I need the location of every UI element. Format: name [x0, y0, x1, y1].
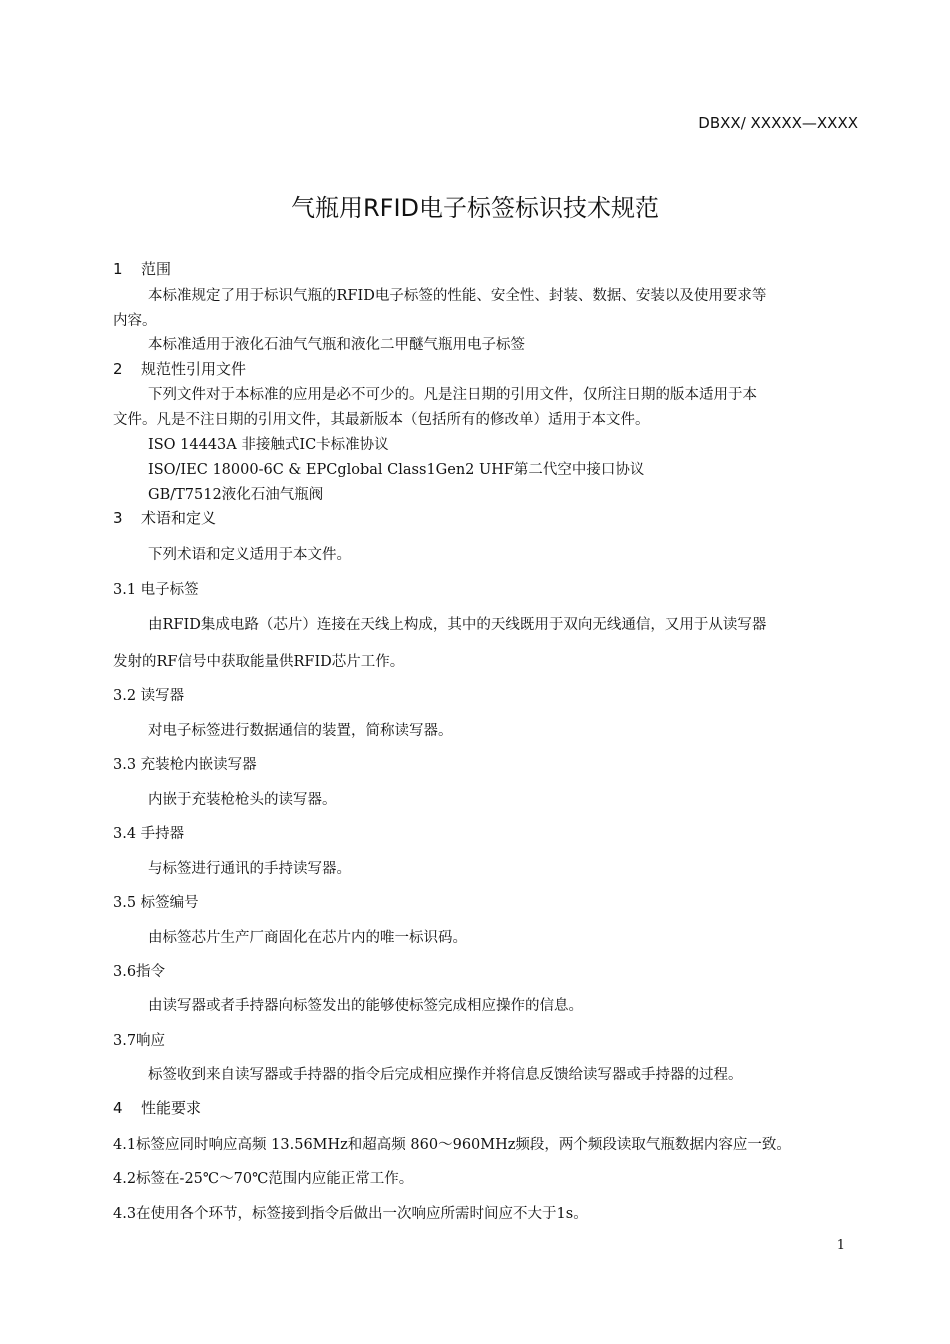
requirement-item: 4.1标签应同时响应高频 13.56MHz和超高频 860～960MHz频段，两个频段读取气瓶数据内容应一致。 [113, 1137, 791, 1153]
section-number: 4 [113, 1099, 123, 1117]
paragraph: 下列术语和定义适用于本文件。 [148, 547, 351, 563]
section-number: 2 [113, 360, 123, 378]
reference-item: ISO/IEC 18000-6C & EPCglobal Class1Gen2 UHF第二代空中接口协议 [148, 462, 645, 478]
term-definition: 对电子标签进行数据通信的装置，简称读写器。 [148, 723, 453, 739]
term-heading: 3.7响应 [113, 1033, 166, 1049]
section-title: 范围 [141, 260, 172, 278]
section-title: 性能要求 [141, 1099, 202, 1117]
term-heading: 3.2 读写器 [113, 688, 185, 704]
term-heading: 3.3 充装枪内嵌读写器 [113, 757, 257, 773]
term-definition: 由标签芯片生产厂商固化在芯片内的唯一标识码。 [148, 930, 467, 946]
term-definition: 由读写器或者手持器向标签发出的能够使标签完成相应操作的信息。 [148, 998, 583, 1014]
section-title: 术语和定义 [141, 509, 217, 527]
term-definition: 与标签进行通讯的手持读写器。 [148, 861, 351, 877]
term-heading: 3.4 手持器 [113, 826, 185, 842]
term-definition: 内嵌于充装枪枪头的读写器。 [148, 792, 337, 808]
paragraph: 本标准适用于液化石油气气瓶和液化二甲醚气瓶用电子标签 [148, 337, 525, 353]
section-1-heading [113, 258, 171, 279]
reference-item: GB/T7512液化石油气瓶阀 [148, 487, 324, 503]
requirement-item: 4.3在使用各个环节，标签接到指令后做出一次响应所需时间应不大于1s。 [113, 1206, 588, 1222]
section-4-heading [113, 1097, 201, 1118]
paragraph: 下列文件对于本标准的应用是必不可少的。凡是注日期的引用文件，仅所注日期的版本适用于本 [148, 387, 757, 403]
term-heading: 3.6指令 [113, 964, 166, 980]
document-title: 气瓶用RFID电子标签标识技术规范 [290, 194, 660, 222]
paragraph: 本标准规定了用于标识气瓶的RFID电子标签的性能、安全性、封装、数据、安装以及使用要求等 [148, 288, 767, 304]
term-heading: 3.5 标签编号 [113, 895, 199, 911]
section-title: 规范性引用文件 [141, 360, 247, 378]
paragraph: 文件。凡是不注日期的引用文件，其最新版本（包括所有的修改单）适用于本文件。 [113, 412, 650, 428]
reference-item: ISO 14443A 非接触式IC卡标准协议 [148, 437, 389, 453]
requirement-item: 4.2标签在-25℃～70℃范围内应能正常工作。 [113, 1171, 414, 1187]
section-2-heading [113, 358, 246, 379]
term-definition: 由RFID集成电路（芯片）连接在天线上构成，其中的天线既用于双向无线通信，又用于从读写器 [148, 617, 767, 633]
section-3-heading [113, 507, 216, 528]
term-definition: 发射的RF信号中获取能量供RFID芯片工作。 [113, 654, 405, 670]
paragraph: 内容。 [113, 313, 157, 329]
section-number: 3 [113, 509, 123, 527]
term-heading: 3.1 电子标签 [113, 582, 199, 598]
document-code: DBXX/ XXXXX—XXXX [698, 114, 858, 132]
section-number: 1 [113, 260, 123, 278]
term-definition: 标签收到来自读写器或手持器的指令后完成相应操作并将信息反馈给读写器或手持器的过程。 [148, 1067, 743, 1083]
page-number: 1 [836, 1238, 845, 1253]
